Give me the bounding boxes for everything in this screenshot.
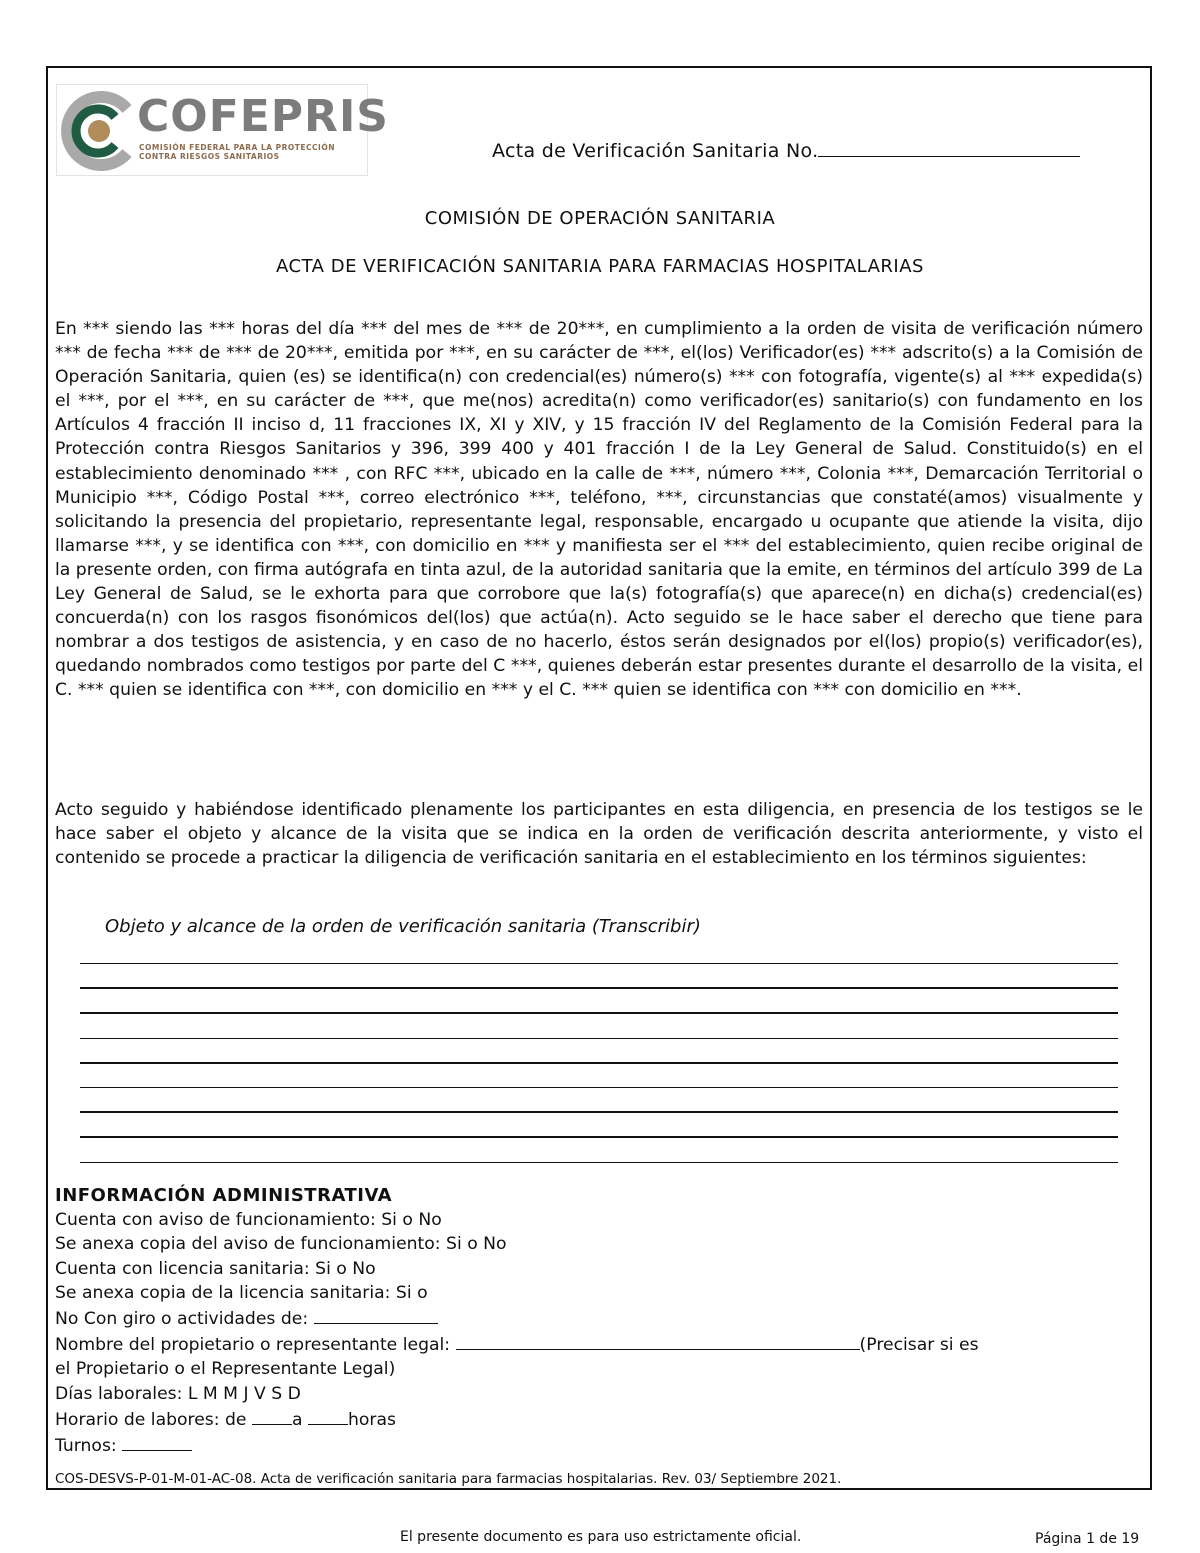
admin-horario bbox=[55, 1406, 979, 1432]
logo-subtitle bbox=[139, 143, 379, 161]
admin-aviso: Cuenta con aviso de funcionamiento: Si o No bbox=[55, 1210, 442, 1231]
propietario-blank bbox=[456, 1331, 860, 1350]
admin-propietario-note-cont: el Propietario o el Representante Legal) bbox=[55, 1359, 396, 1380]
admin-horario-suffix: horas bbox=[347, 1409, 396, 1430]
logo-subtitle-line1: COMISIÓN FEDERAL PARA LA PROTECCIÓN bbox=[139, 143, 335, 152]
commission-title: COMISIÓN DE OPERACIÓN SANITARIA bbox=[424, 208, 776, 229]
transcription-line bbox=[80, 1136, 1118, 1138]
admin-horario-prefix: Horario de labores: de bbox=[55, 1409, 247, 1430]
admin-propietario bbox=[55, 1331, 979, 1357]
horario-end-blank bbox=[308, 1406, 348, 1425]
admin-propietario-note: (Precisar si es bbox=[859, 1335, 979, 1356]
transcription-line bbox=[80, 1038, 1118, 1039]
admin-licencia: Cuenta con licencia sanitaria: Si o No bbox=[55, 1258, 376, 1279]
admin-turnos-label: Turnos: bbox=[55, 1436, 117, 1457]
admin-giro bbox=[55, 1305, 979, 1331]
transcription-line bbox=[80, 1162, 1118, 1163]
giro-blank bbox=[314, 1305, 438, 1324]
admin-propietario-label: Nombre del propietario o representante legal: bbox=[55, 1335, 451, 1356]
turnos-blank bbox=[122, 1432, 192, 1451]
admin-giro-label: No Con giro o actividades de: bbox=[55, 1309, 309, 1330]
cofepris-logo bbox=[56, 84, 389, 176]
admin-licencia-copia: Se anexa copia de la licencia sanitaria: Si o bbox=[55, 1282, 428, 1303]
transcription-line bbox=[80, 1012, 1118, 1014]
transcription-line bbox=[80, 987, 1118, 989]
document-code: COS-DESVS-P-01-M-01-AC-08. Acta de verificación sanitaria para farmacias hospitalarias. Rev. 03/ Septiembre 2021. bbox=[55, 1471, 842, 1487]
horario-start-blank bbox=[252, 1406, 292, 1425]
official-use-note: El presente documento es para uso estrictamente oficial. bbox=[400, 1529, 802, 1545]
transcription-line bbox=[80, 963, 1118, 964]
transcription-line bbox=[80, 1111, 1118, 1113]
procedure-paragraph: Acto seguido y habiéndose identificado plenamente los participantes en esta diligencia, en presencia de los testigos se le hace saber el objeto y alcance de la visita que se indica en la orden de verificación descrita anteriormente, y visto el contenido se procede a practicar la diligencia de verificación sanitaria en el establecimiento en los términos siguientes: bbox=[55, 800, 1143, 869]
admin-dias: Días laborales: L M M J V S D bbox=[55, 1383, 301, 1404]
logo-subtitle-line2: CONTRA RIESGOS SANITARIOS bbox=[139, 152, 280, 161]
admin-horario-mid: a bbox=[291, 1409, 303, 1430]
admin-turnos bbox=[55, 1432, 979, 1458]
admin-section bbox=[55, 1184, 979, 1458]
transcription-line bbox=[80, 1087, 1118, 1088]
acta-number-label: Acta de Verificación Sanitaria No. bbox=[492, 140, 819, 162]
acta-number-blank bbox=[818, 138, 1080, 157]
transcription-line bbox=[80, 1062, 1118, 1064]
document-title: ACTA DE VERIFICACIÓN SANITARIA PARA FARMACIAS HOSPITALARIAS bbox=[276, 256, 924, 277]
acta-number bbox=[492, 138, 1080, 162]
objeto-label: Objeto y alcance de la orden de verificación sanitaria (Transcribir) bbox=[105, 916, 701, 937]
logo-wordmark: COFEPRIS bbox=[137, 91, 389, 142]
intro-paragraph: En *** siendo las *** horas del día *** del mes de *** de 20***, en cumplimiento a la orden de visita de verificación número *** de fecha *** de *** de 20***, emitida por ***, en su carácter de ***, el(los) Verificador(es) *** adscrito(s) a la Comisión de Operación Sanitaria, quien (es) se identifica(n) con credencial(es) número(s) *** con fotografía, vigente(s) al *** expedida(s) el ***, por el ***, en su carácter de ***, que me(nos) acredita(n) como verificador(es) sanitario(s) con fundamento en los Artículos 4 fracción II inciso d, 11 fracciones IX, XI y XIV, y 15 fracción IV del Reglamento de la Comisión Federal para la Protección contra Riesgos Sanitarios y 396, 399 400 y 401 fracción I de la Ley General de Salud. Constituido(s) en el establecimiento denominado *** , con RFC ***, ubicado en la calle de ***, número ***, Colonia ***, Demarcación Territorial o Municipio ***, Código Postal ***, correo electrónico ***, teléfono, ***, circunstancias que constaté(amos) visualmente y solicitando la presencia del propietario, representante legal, responsable, encargado u ocupante que atiende la visita, dijo llamarse ***, y se identifica con ***, con domicilio en *** y manifiesta ser el *** del establecimiento, quien recibe original de la presente orden, con firma autógrafa en tinta azul, de la autoridad sanitaria que la emite, en términos del artículo 399 de La Ley General de Salud, se le exhorta para que corrobore que la(s) fotografía(s) que aparece(n) en dicha(s) credencial(es) concuerda(n) con los rasgos fisonómicos del(los) que actúa(n). Acto seguido se le hace saber el derecho que tiene para nombrar a dos testigos de asistencia, y en caso de no hacerlo, éstos serán designados por el(los) propio(s) verificador(es), quedando nombrados como testigos por parte del C ***, quienes deberán estar presentes durante el desarrollo de la visita, el C. *** quien se identifica con ***, con domicilio en *** y el C. *** quien se identifica con *** con domicilio en ***. bbox=[55, 319, 1143, 701]
admin-title: INFORMACIÓN ADMINISTRATIVA bbox=[55, 1185, 393, 1206]
cofepris-emblem-icon bbox=[59, 91, 137, 171]
admin-aviso-copia: Se anexa copia del aviso de funcionamiento: Si o No bbox=[55, 1234, 507, 1255]
page-number: Página 1 de 19 bbox=[1035, 1531, 1140, 1547]
